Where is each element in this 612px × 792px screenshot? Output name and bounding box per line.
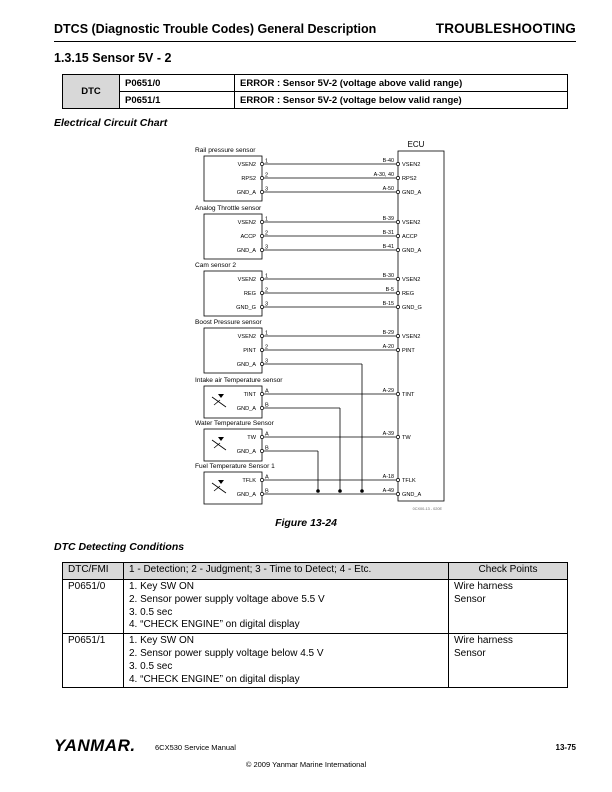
sensor-name: Water Temperature Sensor — [195, 420, 274, 427]
pin-signal-label: TW — [247, 435, 256, 441]
ecu-connector-label: B-41 — [382, 244, 394, 250]
header-title: DTCS (Diagnostic Trouble Codes) General Description — [54, 22, 377, 36]
dtc-code: P0651/0 — [120, 75, 235, 92]
pin-connector-icon — [260, 449, 263, 452]
ecu-connector-label: B-40 — [382, 158, 394, 164]
pin-signal-label: PINT — [243, 348, 256, 354]
table-row — [63, 634, 568, 688]
ecu-pin-icon — [396, 334, 399, 337]
yanmar-logo: YANMAR. — [54, 736, 136, 755]
header-section: TROUBLESHOOTING — [435, 21, 576, 36]
ecu-signal-label: ACCP — [402, 234, 418, 240]
header-rule — [54, 41, 576, 42]
diagram-ref: 0CX00-13 - 020E — [412, 507, 442, 511]
pin-signal-label: GND_A — [236, 449, 256, 455]
pin-connector-icon — [260, 392, 263, 395]
col-check-header: Check Points — [449, 563, 568, 580]
pin-number: B — [265, 402, 269, 409]
pin-number: 2 — [265, 172, 269, 179]
cond-checks — [449, 580, 568, 634]
ecu-connector-label: B-30 — [382, 273, 394, 279]
circuit-diagram — [180, 136, 450, 514]
ecu-connector-label: B-39 — [382, 216, 394, 222]
ecu-label: ECU — [407, 140, 425, 149]
dtc-row — [63, 75, 568, 92]
ecu-signal-label: TINT — [402, 392, 415, 398]
circuit-heading: Electrical Circuit Chart — [54, 117, 168, 129]
pin-connector-icon — [260, 162, 263, 165]
ecu-pin-icon — [396, 162, 399, 165]
pin-signal-label: VSEN2 — [237, 334, 256, 340]
pin-connector-icon — [260, 248, 263, 251]
col-desc-header: 1 - Detection; 2 - Judgment; 3 - Time to Detect; 4 - Etc. — [124, 563, 449, 580]
pin-connector-icon — [260, 176, 263, 179]
cond-step: 4. “CHECK ENGINE” on digital display — [129, 619, 300, 631]
cond-step: 2. Sensor power supply voltage above 5.5 V — [129, 593, 325, 605]
cond-step: 1. Key SW ON — [129, 581, 195, 592]
pin-connector-icon — [260, 291, 263, 294]
copyright: © 2009 Yanmar Marine International — [245, 760, 367, 769]
pin-connector-icon — [260, 220, 263, 223]
junction-dot — [316, 489, 320, 493]
pin-number: 3 — [265, 186, 269, 193]
pin-connector-icon — [260, 348, 263, 351]
ecu-signal-label: TFLK — [402, 478, 416, 484]
ecu-signal-label: VSEN2 — [402, 277, 421, 283]
pin-number: A — [265, 431, 269, 438]
ecu-connector-label: A-39 — [382, 431, 394, 437]
pin-signal-label: GND_A — [236, 248, 256, 254]
sensor-box — [204, 472, 262, 504]
thermistor-arrow-icon — [218, 394, 224, 398]
cond-step: 2. Sensor power supply voltage below 4.5 V — [129, 647, 324, 659]
sensor-name: Analog Throttle sensor — [195, 205, 262, 212]
cond-code: P0651/1 — [63, 634, 124, 688]
thermistor-icon — [212, 483, 226, 493]
pin-number: 3 — [265, 244, 269, 251]
ecu-pin-icon — [396, 291, 399, 294]
thermistor-icon — [212, 397, 226, 407]
ecu-connector-label: A-20 — [382, 344, 394, 350]
manual-name: 6CX530 Service Manual — [155, 743, 236, 752]
ecu-pin-icon — [396, 348, 399, 351]
ecu-pin-icon — [396, 248, 399, 251]
ecu-connector-label: A-30, 40 — [373, 172, 394, 178]
ecu-signal-label: GND_A — [402, 190, 422, 196]
sensor-name: Fuel Temperature Sensor 1 — [195, 463, 275, 470]
cond-checks — [449, 634, 568, 688]
cond-check: Wire harness — [454, 635, 513, 647]
page-number: 13-75 — [555, 743, 576, 752]
pin-number: 2 — [265, 344, 269, 351]
pin-number: 1 — [265, 273, 269, 280]
junction-dot — [338, 489, 342, 493]
pin-connector-icon — [260, 305, 263, 308]
ecu-signal-label: RPS2 — [402, 176, 417, 182]
pin-connector-icon — [260, 492, 263, 495]
cond-step: 3. 0.5 sec — [129, 606, 173, 618]
cond-check: Wire harness — [454, 581, 513, 592]
pin-signal-label: GND_A — [236, 190, 256, 196]
pin-number: 1 — [265, 216, 269, 223]
ecu-signal-label: PINT — [402, 348, 415, 354]
ecu-pin-icon — [396, 190, 399, 193]
pin-number: B — [265, 445, 269, 452]
pin-connector-icon — [260, 478, 263, 481]
conditions-table — [62, 562, 568, 688]
ecu-pin-icon — [396, 176, 399, 179]
pin-signal-label: GND_G — [236, 305, 256, 311]
pin-signal-label: TINT — [243, 392, 256, 398]
junction-dot — [360, 489, 364, 493]
pin-number: B — [265, 488, 269, 495]
pin-number: 1 — [265, 158, 269, 165]
pin-signal-label: GND_A — [236, 492, 256, 498]
ecu-pin-icon — [396, 277, 399, 280]
pin-connector-icon — [260, 435, 263, 438]
thermistor-arrow-icon — [218, 480, 224, 484]
ecu-signal-label: GND_A — [402, 248, 422, 254]
pin-signal-label: VSEN2 — [237, 277, 256, 283]
ecu-connector-label: B-15 — [382, 301, 394, 307]
cond-check: Sensor — [454, 647, 486, 659]
ecu-signal-label: REG — [402, 291, 415, 297]
sensor-name: Intake air Temperature sensor — [195, 377, 283, 384]
sensor-box — [204, 429, 262, 461]
dtc-code: P0651/1 — [120, 92, 235, 109]
sensor-name: Rail pressure sensor — [195, 147, 256, 154]
section-title: 1.3.15 Sensor 5V - 2 — [54, 51, 172, 65]
table-row — [63, 580, 568, 634]
cond-step: 4. “CHECK ENGINE” on digital display — [129, 673, 300, 685]
ecu-pin-icon — [396, 492, 399, 495]
ecu-signal-label: VSEN2 — [402, 220, 421, 226]
sensor-box — [204, 386, 262, 418]
ecu-pin-icon — [396, 392, 399, 395]
pin-number: 1 — [265, 330, 269, 337]
ecu-connector-label: A-49 — [382, 488, 394, 494]
ecu-pin-icon — [396, 220, 399, 223]
pin-signal-label: GND_A — [236, 406, 256, 412]
pin-connector-icon — [260, 277, 263, 280]
dtc-row — [63, 92, 568, 109]
conditions-heading: DTC Detecting Conditions — [54, 541, 185, 553]
ecu-signal-label: VSEN2 — [402, 334, 421, 340]
ecu-pin-icon — [396, 305, 399, 308]
sensor-name: Boost Pressure sensor — [195, 319, 262, 326]
pin-signal-label: TFLK — [242, 478, 256, 484]
pin-number: 3 — [265, 301, 269, 308]
dtc-header-cell: DTC — [63, 75, 120, 109]
dtc-error: ERROR : Sensor 5V-2 (voltage above valid range) — [235, 75, 568, 92]
ecu-connector-label: B-5 — [385, 287, 394, 293]
cond-check: Sensor — [454, 593, 486, 605]
ecu-connector-label: A-29 — [382, 388, 394, 394]
pin-signal-label: ACCP — [240, 234, 256, 240]
thermistor-icon — [212, 440, 226, 450]
ecu-signal-label: TW — [402, 435, 411, 441]
pin-number: A — [265, 474, 269, 481]
ecu-box — [398, 151, 444, 501]
pin-signal-label: VSEN2 — [237, 220, 256, 226]
ecu-connector-label: B-29 — [382, 330, 394, 336]
ecu-signal-label: VSEN2 — [402, 162, 421, 168]
cond-code: P0651/0 — [63, 580, 124, 634]
dtc-error: ERROR : Sensor 5V-2 (voltage below valid range) — [235, 92, 568, 109]
pin-connector-icon — [260, 234, 263, 237]
ecu-connector-label: A-50 — [382, 186, 394, 192]
pin-signal-label: VSEN2 — [237, 162, 256, 168]
thermistor-arrow-icon — [218, 437, 224, 441]
pin-number: 2 — [265, 287, 269, 294]
conditions-header-row — [63, 563, 568, 580]
ecu-pin-icon — [396, 234, 399, 237]
cond-step: 3. 0.5 sec — [129, 660, 173, 672]
ecu-pin-icon — [396, 435, 399, 438]
cond-steps — [124, 634, 449, 688]
ecu-signal-label: GND_A — [402, 492, 422, 498]
col-dtc-header: DTC/FMI — [63, 563, 124, 580]
dtc-table — [62, 74, 568, 109]
pin-connector-icon — [260, 406, 263, 409]
figure-caption: Figure 13-24 — [275, 517, 337, 529]
ecu-signal-label: GND_G — [402, 305, 422, 311]
pin-signal-label: REG — [243, 291, 256, 297]
cond-step: 1. Key SW ON — [129, 635, 195, 647]
sensor-name: Cam sensor 2 — [195, 262, 237, 269]
pin-connector-icon — [260, 334, 263, 337]
cond-steps — [124, 580, 449, 634]
ecu-connector-label: A-18 — [382, 474, 394, 480]
pin-signal-label: RPS2 — [241, 176, 256, 182]
ecu-pin-icon — [396, 478, 399, 481]
pin-number: 3 — [265, 358, 269, 365]
pin-number: A — [265, 388, 269, 395]
pin-connector-icon — [260, 362, 263, 365]
pin-connector-icon — [260, 190, 263, 193]
pin-signal-label: GND_A — [236, 362, 256, 368]
pin-number: 2 — [265, 230, 269, 237]
ecu-connector-label: B-31 — [382, 230, 394, 236]
